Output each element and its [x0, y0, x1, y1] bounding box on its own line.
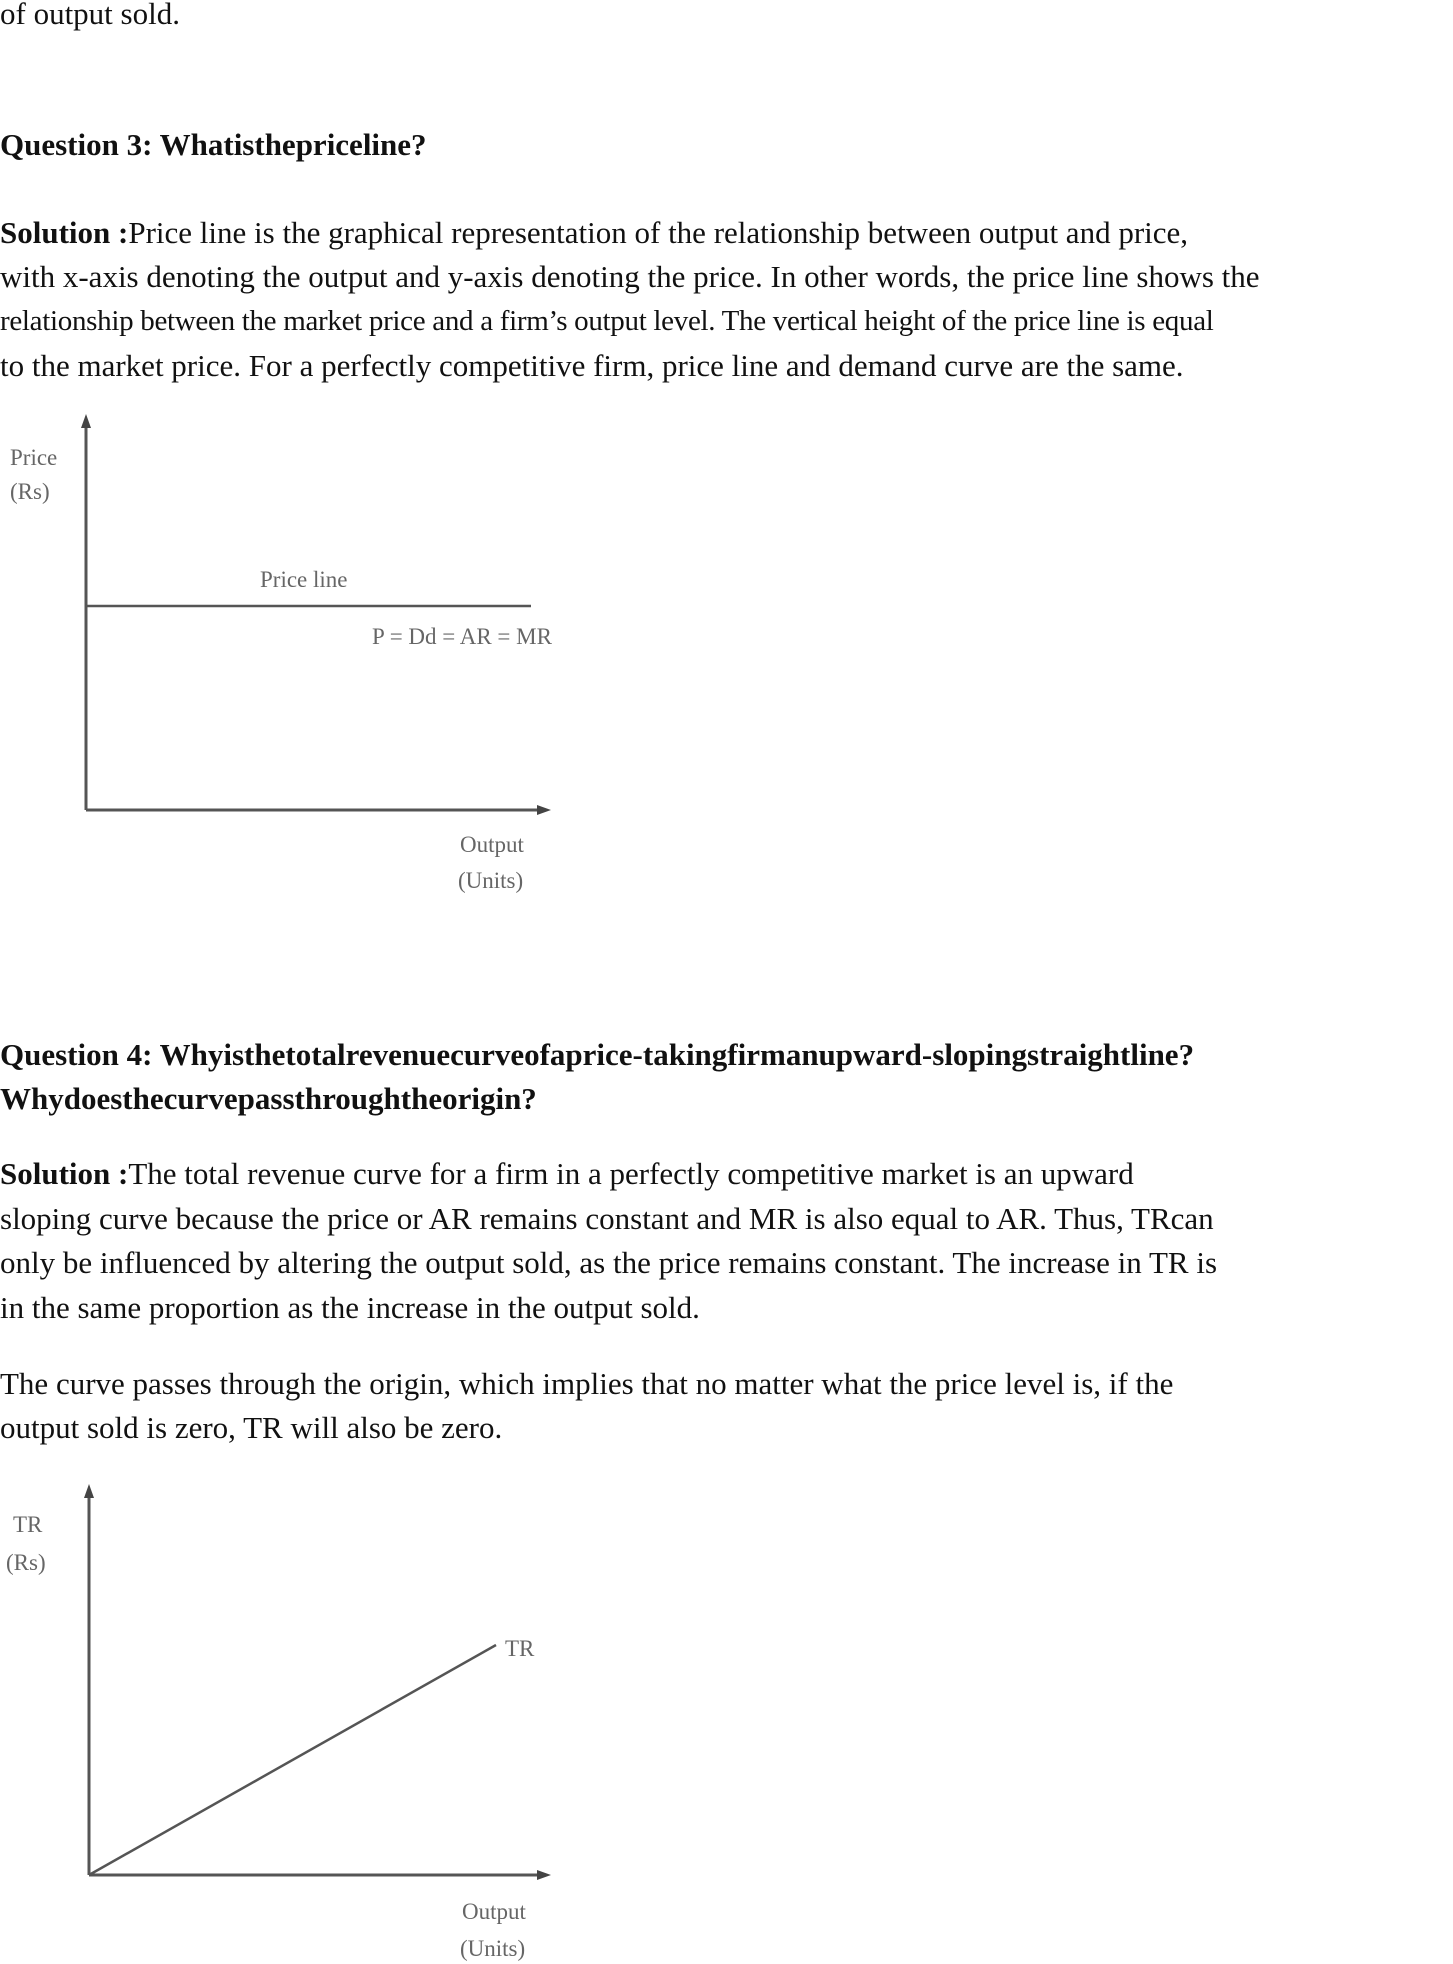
x-axis-label: Output — [462, 1899, 526, 1924]
y-axis-arrow-icon — [81, 414, 91, 428]
price-line-label: Price line — [260, 567, 348, 592]
paragraph-line: output sold is zero, TR will also be zero. — [0, 1410, 503, 1445]
solution-label: Solution : — [0, 215, 129, 250]
solution-line: in the same proportion as the increase in the output sold. — [0, 1290, 700, 1325]
y-axis-label: Price — [10, 445, 58, 470]
question-label: Question 4: — [0, 1037, 160, 1072]
x-axis-arrow-icon — [537, 805, 551, 815]
solution-label: Solution : — [0, 1156, 129, 1191]
solution-line: relationship between the market price and a firm’s output level. The vertical height of the price line is equal — [0, 305, 1214, 337]
solution-line — [0, 1156, 1134, 1192]
solution-line — [0, 215, 1188, 251]
x-axis-label: Output — [460, 832, 524, 857]
y-axis-label: TR — [13, 1512, 43, 1537]
question-3-heading — [0, 127, 427, 163]
solution-line: to the market price. For a perfectly competitive firm, price line and demand curve are the same. — [0, 348, 1184, 383]
question-4-heading — [0, 1037, 1194, 1073]
question-text: Whatisthepriceline? — [159, 127, 427, 162]
text-fragment: of output sold. — [0, 0, 180, 31]
tr-curve-label: TR — [505, 1636, 535, 1661]
paragraph-line: The curve passes through the origin, which implies that no matter what the price level is, if the — [0, 1366, 1174, 1401]
solution-text: Price line is the graphical representation of the relationship between output and price, — [128, 215, 1189, 250]
y-axis-unit: (Rs) — [10, 479, 50, 504]
question-4-heading-line-2: Whydoesthecurvepassthroughtheorigin? — [0, 1081, 537, 1116]
price-line-diagram — [0, 400, 700, 920]
equation-label: P = Dd = AR = MR — [372, 624, 552, 649]
question-text: Whyisthetotalrevenuecurveofaprice-takingfirmanupward-slopingstraightline? — [159, 1037, 1195, 1072]
y-axis-unit: (Rs) — [6, 1550, 46, 1575]
solution-line: with x-axis denoting the output and y-axis denoting the price. In other words, the price line shows the — [0, 259, 1260, 294]
solution-line: only be influenced by altering the output sold, as the price remains constant. The increase in TR is — [0, 1245, 1218, 1280]
x-axis-unit: (Units) — [460, 1936, 526, 1961]
solution-text: The total revenue curve for a firm in a perfectly competitive market is an upward — [128, 1156, 1134, 1191]
question-label: Question 3: — [0, 127, 160, 162]
tr-curve — [89, 1645, 496, 1875]
y-axis-arrow-icon — [84, 1484, 94, 1498]
x-axis-arrow-icon — [537, 1870, 551, 1880]
total-revenue-diagram — [0, 1460, 700, 1964]
x-axis-unit: (Units) — [458, 868, 524, 893]
solution-line: sloping curve because the price or AR remains constant and MR is also equal to AR. Thus, TRcan — [0, 1201, 1214, 1236]
